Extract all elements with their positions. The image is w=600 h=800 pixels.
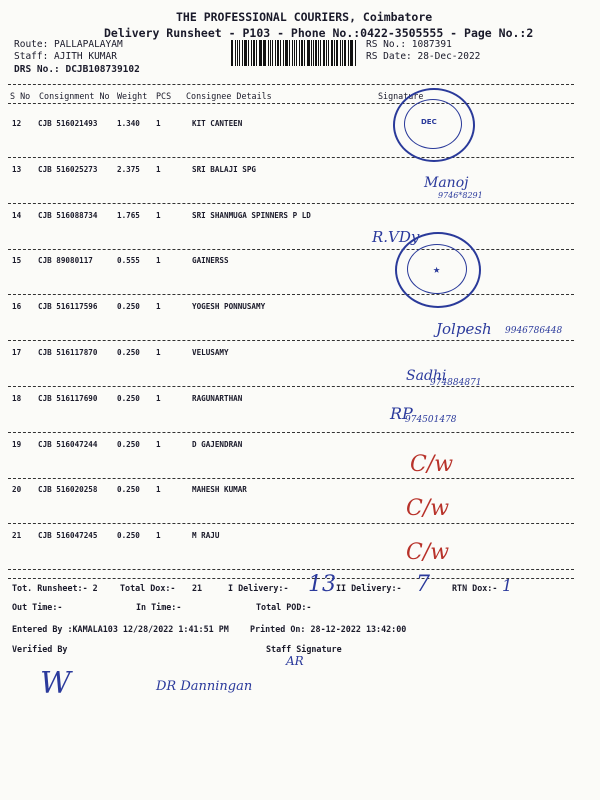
row-divider	[8, 569, 574, 570]
cell-consignee: D GAJENDRAN	[192, 439, 243, 449]
barcode-bar	[355, 40, 356, 66]
sig-r13-num: 9746*8291	[438, 191, 483, 200]
ii-delivery-label: II Delivery:-	[336, 583, 402, 593]
cell-consignee: MAHESH KUMAR	[192, 485, 247, 495]
total-dox-label: Total Dox:-	[120, 583, 176, 593]
barcode-bar	[326, 40, 327, 66]
header-bottom-divider	[8, 103, 574, 104]
cell-consignee: M RAJU	[192, 531, 220, 541]
cell-consignment: CJB 516117596	[38, 302, 98, 312]
cell-consignee: KIT CANTEEN	[192, 119, 243, 128]
stamp-top: DEC	[393, 88, 475, 162]
cell-sno: 19	[12, 439, 22, 449]
header-top-divider	[8, 84, 574, 85]
cell-consignment: CJB 89080117	[38, 256, 93, 266]
stamp-mid: ★	[395, 232, 481, 308]
verified-by-label: Verified By	[12, 644, 68, 654]
cell-consignee: VELUSAMY	[192, 348, 229, 357]
barcode-bar	[285, 40, 288, 66]
sig-r17-num: 974884871	[430, 378, 482, 388]
barcode-bar	[320, 40, 321, 66]
sig-r19: C/w	[410, 452, 454, 477]
row-divider	[8, 432, 574, 433]
barcode-bar	[336, 40, 338, 66]
cell-consignment: CJB 516117870	[38, 348, 98, 357]
cell-consignee: GAINERSS	[192, 256, 229, 266]
barcode-bar	[263, 40, 266, 66]
barcode-bar	[351, 40, 353, 66]
cell-sno: 14	[12, 210, 22, 220]
col-sno: S No	[10, 91, 31, 101]
barcode-bar	[348, 40, 349, 66]
cell-weight: 0.250	[117, 439, 140, 449]
cell-weight: 0.250	[117, 485, 140, 495]
cell-weight: 2.375	[117, 164, 140, 174]
cell-weight: 0.250	[117, 393, 140, 403]
sig-r14: R.VDy	[372, 228, 420, 246]
in-time-label: In Time:-	[136, 602, 182, 612]
barcode-bar	[289, 40, 290, 66]
cell-consignee: YOGESH PONNUSAMY	[192, 302, 266, 312]
col-consignee: Consignee Details	[186, 91, 272, 101]
cell-pcs: 1	[156, 210, 161, 220]
row-divider	[8, 523, 574, 524]
cell-sno: 16	[12, 302, 22, 312]
barcode-bar	[242, 40, 243, 66]
cell-sno: 20	[12, 485, 22, 495]
barcode-bar	[344, 40, 346, 66]
cell-pcs: 1	[156, 119, 161, 128]
sig-r17: Sadhi	[406, 368, 447, 384]
barcode-bar	[235, 40, 236, 66]
runsheet-title: Delivery Runsheet - P103 - Phone No.:0422-3505555 - Page No.:2	[104, 26, 534, 40]
barcode-bar	[350, 40, 351, 66]
barcode-bar	[259, 40, 260, 66]
barcode-bar	[296, 40, 297, 66]
sig-r16: Jolpesh	[436, 320, 492, 338]
rs-no-label: RS No.: 1087391	[366, 39, 452, 50]
barcode-bar	[283, 40, 284, 66]
cell-sno: 17	[12, 348, 22, 357]
barcode-bar	[231, 40, 233, 66]
row-divider	[8, 386, 574, 387]
barcode	[231, 40, 357, 66]
drs-label: DRS No.: DCJB108739102	[14, 64, 140, 75]
cell-consignment: CJB 516025273	[38, 164, 98, 174]
col-signature: Signature	[378, 91, 424, 101]
rtn-dox-label: RTN Dox:-	[452, 583, 498, 593]
barcode-bar	[275, 40, 277, 66]
cell-consignment: CJB 516088734	[38, 210, 98, 220]
cell-weight: 1.765	[117, 210, 140, 220]
cell-consignment: CJB 516020258	[38, 485, 98, 495]
cell-weight: 0.250	[117, 531, 140, 541]
barcode-bar	[304, 40, 305, 66]
cell-consignee: SRI SHANMUGA SPINNERS P LD	[192, 210, 311, 220]
barcode-bar	[244, 40, 247, 66]
cell-pcs: 1	[156, 302, 161, 312]
barcode-bar	[299, 40, 300, 66]
barcode-bar	[277, 40, 279, 66]
barcode-bar	[239, 40, 241, 66]
sig-r18-num: 974501478	[405, 415, 457, 425]
cell-pcs: 1	[156, 531, 161, 541]
verified-mark: W	[40, 666, 71, 701]
barcode-bar	[294, 40, 295, 66]
cell-weight: 0.250	[117, 302, 140, 312]
rs-date-label: RS Date: 28-Dec-2022	[366, 51, 481, 62]
barcode-bar	[248, 40, 249, 66]
col-weight: Weight	[117, 91, 148, 101]
barcode-bar	[292, 40, 294, 66]
cell-sno: 18	[12, 393, 22, 403]
staff-initials: AR	[286, 654, 304, 668]
tot-runsheet: Tot. Runsheet:- 2	[12, 583, 98, 593]
cell-pcs: 1	[156, 164, 161, 174]
barcode-bar	[256, 40, 257, 66]
verified-signature: DR Danningan	[156, 679, 253, 694]
barcode-bar	[253, 40, 255, 66]
sig-r13: Manoj	[424, 175, 469, 191]
company-title: THE PROFESSIONAL COURIERS, Coimbatore	[176, 10, 433, 24]
cell-consignment: CJB 516021493	[38, 119, 98, 128]
cell-pcs: 1	[156, 393, 161, 403]
barcode-bar	[270, 40, 271, 66]
barcode-bar	[318, 40, 319, 66]
cell-weight: 0.555	[117, 256, 140, 266]
barcode-bar	[280, 40, 281, 66]
row-divider	[8, 340, 574, 341]
cell-pcs: 1	[156, 348, 161, 357]
total-pod-label: Total POD:-	[256, 602, 312, 612]
barcode-bar	[328, 40, 329, 66]
cell-consignee: SRI BALAJI SPG	[192, 164, 257, 174]
cell-consignment: CJB 516117690	[38, 393, 98, 403]
cell-sno: 15	[12, 256, 22, 266]
route-label: Route: PALLAPALAYAM	[14, 39, 123, 50]
sig-r16-num: 9946786448	[505, 326, 563, 336]
row-divider	[8, 157, 574, 158]
cell-pcs: 1	[156, 256, 161, 266]
row-divider	[8, 203, 574, 204]
barcode-bar	[260, 40, 262, 66]
barcode-bar	[307, 40, 310, 66]
barcode-bar	[342, 40, 343, 66]
rtn-count: 1	[502, 576, 513, 595]
barcode-bar	[334, 40, 335, 66]
sig-r21: C/w	[406, 540, 450, 565]
barcode-bar	[301, 40, 303, 66]
barcode-bar	[340, 40, 341, 66]
staff-signature-label: Staff Signature	[266, 644, 342, 654]
row-divider	[8, 478, 574, 479]
cell-sno: 21	[12, 531, 22, 541]
i-delivery-count: 13	[308, 572, 336, 597]
barcode-bar	[311, 40, 312, 66]
cell-pcs: 1	[156, 439, 161, 449]
col-pcs: PCS	[156, 91, 172, 101]
row-divider	[8, 249, 574, 250]
printed-on: Printed On: 28-12-2022 13:42:00	[250, 624, 407, 634]
ii-delivery-count: 7	[416, 572, 430, 597]
staff-label: Staff: AJITH KUMAR	[14, 51, 117, 62]
barcode-bar	[323, 40, 325, 66]
barcode-bar	[272, 40, 273, 66]
out-time-label: Out Time:-	[12, 602, 63, 612]
i-delivery-label: I Delivery:-	[228, 583, 289, 593]
cell-consignee: RAGUNARTHAN	[192, 393, 243, 403]
total-dox-value: 21	[192, 583, 203, 593]
barcode-bar	[331, 40, 334, 66]
cell-pcs: 1	[156, 485, 161, 495]
entered-by: Entered By :KAMALA103 12/28/2022 1:41:51 PM	[12, 624, 229, 634]
sig-r18: RP	[390, 404, 413, 423]
cell-consignment: CJB 516047244	[38, 439, 98, 449]
col-consignment: Consignment No	[39, 91, 110, 101]
cell-weight: 1.340	[117, 119, 140, 128]
barcode-bar	[315, 40, 317, 66]
footer-top-divider	[8, 578, 574, 579]
barcode-bar	[268, 40, 269, 66]
cell-sno: 13	[12, 164, 22, 174]
cell-weight: 0.250	[117, 348, 140, 357]
barcode-bar	[237, 40, 238, 66]
cell-sno: 12	[12, 119, 22, 128]
barcode-bar	[251, 40, 252, 66]
cell-consignment: CJB 516047245	[38, 531, 98, 541]
row-divider	[8, 294, 574, 295]
barcode-bar	[313, 40, 314, 66]
sig-r20: C/w	[406, 496, 450, 521]
